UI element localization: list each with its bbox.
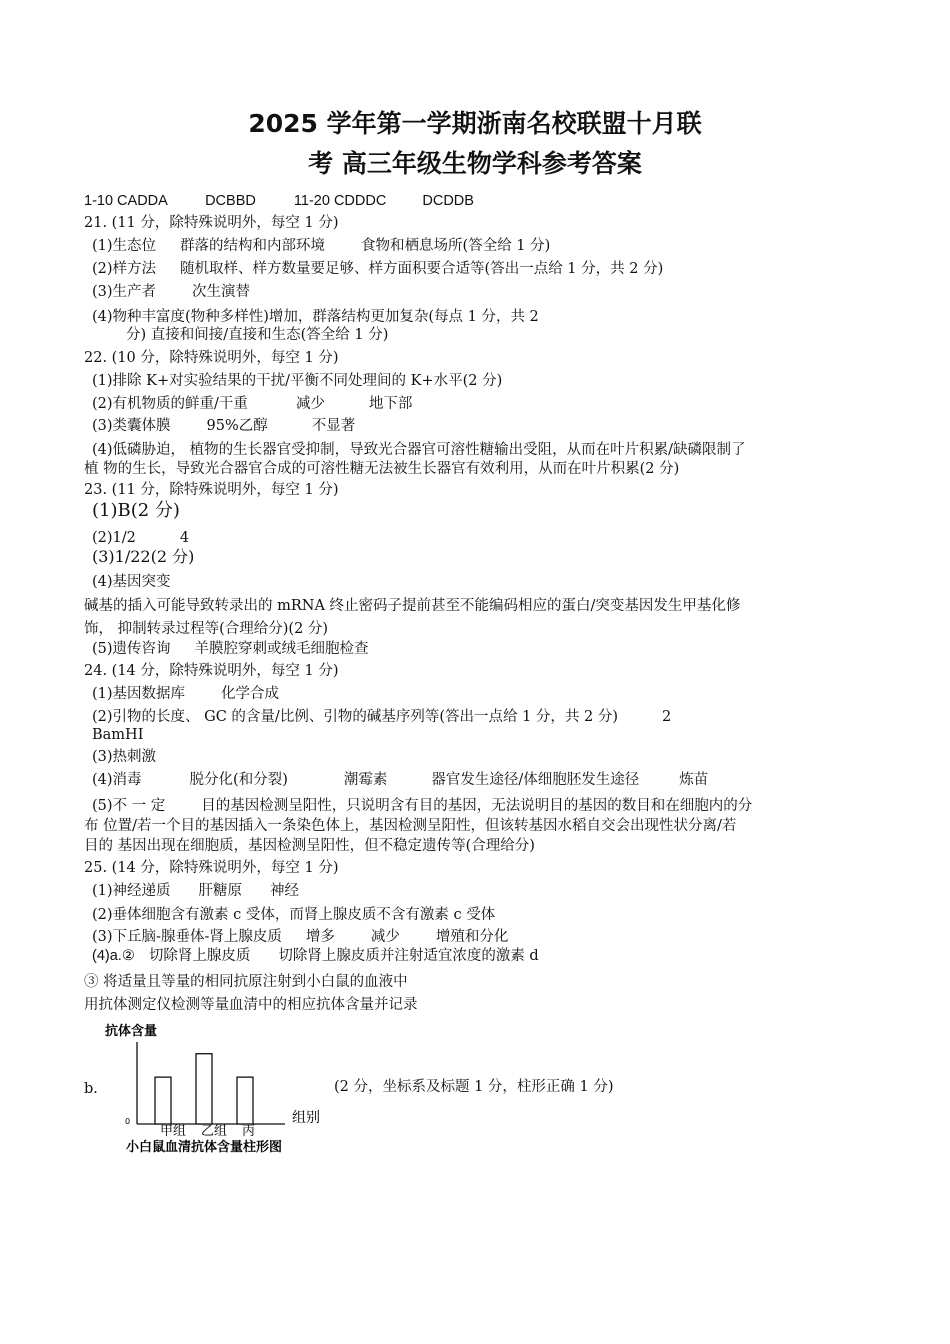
q22-a2: (2)有机物质的鲜重/干重 xyxy=(92,396,248,412)
q22-answer-4-cont: 植 物的生长，导致光合器官合成的可溶性糖无法被生长器官有效利用，从而在叶片积累(2 分) xyxy=(84,461,680,477)
q24-a4b: 脱分化(和分裂) xyxy=(189,772,288,788)
q21-header: 21. (11 分，除特殊说明外，每空 1 分) xyxy=(84,215,339,231)
q25-answer-6: 用抗体测定仪检测等量血清中的相应抗体含量并记录 xyxy=(84,997,418,1013)
q22-a2b: 减少 xyxy=(295,396,325,412)
q23-answer-1: (1)B(2 分) xyxy=(92,500,180,521)
q24-answer-2-enzyme: BamHI xyxy=(92,727,144,743)
q25-a3: (3)下丘脑-腺垂体-肾上腺皮质 xyxy=(92,929,282,945)
q25-a3c: 减少 xyxy=(370,929,400,945)
q21-answer-3 xyxy=(92,283,250,301)
q24-a4c: 潮霉素 xyxy=(343,772,388,788)
q25-a1: (1)神经递质 xyxy=(92,883,171,899)
mcq-part1: 1-10 CADDA xyxy=(84,193,168,209)
q24-answer-4 xyxy=(92,771,708,789)
q25-a3d: 增殖和分化 xyxy=(435,929,509,945)
q21-a3: (3)生产者 xyxy=(92,284,157,300)
mcq-part4: DCDDB xyxy=(422,193,474,209)
q22-answer-3 xyxy=(92,417,355,435)
chart-bar-1 xyxy=(155,1077,171,1124)
chart-title: 小白鼠血清抗体含量柱形图 xyxy=(126,1140,283,1155)
q24-answer-2 xyxy=(92,708,671,726)
page-title-line2: 考 高三年级生物学科参考答案 xyxy=(308,149,642,178)
q25-answer-5: ③ 将适量且等量的相同抗原注射到小白鼠的血液中 xyxy=(84,974,408,990)
q22-a3b: 95%乙醇 xyxy=(206,418,268,434)
q25-a4: (4)a.② xyxy=(92,948,135,964)
q24-a1b: 化学合成 xyxy=(221,686,280,702)
q22-a3c: 不显著 xyxy=(311,418,356,434)
q25-a1c: 神经 xyxy=(270,883,300,899)
q24-answer-5-cont1: 布 位置/若一个目的基因插入一条染色体上，基因检测呈阳性，但该转基因水稻自交会出现性状分离/若 xyxy=(84,818,737,834)
chart-bar-3 xyxy=(237,1077,253,1124)
q24-header: 24. (14 分，除特殊说明外，每空 1 分) xyxy=(84,663,339,679)
q25-a3b: 增多 xyxy=(305,929,335,945)
q21-a2: (2)样方法 xyxy=(92,261,157,277)
q23-a5b: 羊膜腔穿刺或绒毛细胞检查 xyxy=(194,641,369,657)
q23-a5: (5)遗传咨询 xyxy=(92,641,171,657)
q22-answer-4: (4)低磷胁迫， 植物的生长器官受抑制，导致光合器官可溶性糖输出受阻，从而在叶片积累/缺磷限制了 xyxy=(92,442,746,458)
q24-a4: (4)消毒 xyxy=(92,772,142,788)
chart-category-labels xyxy=(160,1124,255,1139)
q21-a1b: 群落的结构和内部环境 xyxy=(180,238,326,254)
q24-a1: (1)基因数据库 xyxy=(92,686,186,702)
q21-answer-1 xyxy=(92,237,550,255)
q22-header: 22. (10 分，除特殊说明外，每空 1 分) xyxy=(84,350,339,366)
q21-a1: (1)生态位 xyxy=(92,238,157,254)
q21-answer-4: (4)物种丰富度(物种多样性)增加，群落结构更加复杂(每点 1 分，共 2 xyxy=(92,309,539,325)
q23-header: 23. (11 分，除特殊说明外，每空 1 分) xyxy=(84,482,339,498)
q21-a2b: 随机取样、样方数量要足够、样方面积要合适等(答出一点给 1 分，共 2 分) xyxy=(180,261,664,277)
q23-answer-4-detail: 碱基的插入可能导致转录出的 mRNA 终止密码子提前甚至不能编码相应的蛋白/突变基因发生甲基化修 xyxy=(84,598,741,614)
q25-header: 25. (14 分，除特殊说明外，每空 1 分) xyxy=(84,860,339,876)
q25-answer-1 xyxy=(92,882,299,900)
q25-part-b-label: b. xyxy=(84,1081,98,1097)
q23-a2b: 4 xyxy=(179,530,190,546)
mcq-part2: DCBBD xyxy=(205,193,256,209)
q25-part-b-note: (2 分，坐标系及标题 1 分，柱形正确 1 分) xyxy=(334,1079,614,1095)
q25-answer-2: (2)垂体细胞含有激素 c 受体，而肾上腺皮质不含有激素 c 受体 xyxy=(92,907,496,923)
q22-a2c: 地下部 xyxy=(368,396,413,412)
q24-a2b: 2 xyxy=(662,709,672,725)
q24-a5b: 目的基因检测呈阳性，只说明含有目的基因，无法说明目的基因的数目和在细胞内的分 xyxy=(201,798,753,814)
chart-xlabel: 组别 xyxy=(292,1110,320,1126)
chart-bars xyxy=(155,1054,253,1124)
chart-ylabel: 抗体含量 xyxy=(105,1024,158,1039)
q23-answer-2 xyxy=(92,529,189,547)
chart-category-label-1: 甲组 xyxy=(160,1124,187,1139)
mcq-answers xyxy=(84,192,474,210)
q23-answer-5 xyxy=(92,640,369,658)
chart-bar-2 xyxy=(196,1054,212,1124)
q25-a4b: 切除肾上腺皮质 xyxy=(148,948,251,964)
q21-a3b: 次生演替 xyxy=(192,284,251,300)
q22-answer-1: (1)排除 K+对实验结果的干扰/平衡不同处理间的 K+水平(2 分) xyxy=(92,373,503,389)
q25-a1b: 肝糖原 xyxy=(198,883,243,899)
q24-answer-5 xyxy=(92,797,752,815)
q24-answer-1 xyxy=(92,685,279,703)
mcq-part3: 11-20 CDDDC xyxy=(293,193,387,209)
q24-a4d: 器官发生途径/体细胞胚发生途径 xyxy=(431,772,640,788)
chart-origin-label: 0 xyxy=(125,1117,131,1126)
q23-answer-4: (4)基因突变 xyxy=(92,574,171,590)
q23-answer-4-detail-cont: 饰， 抑制转录过程等(合理给分)(2 分) xyxy=(84,621,329,637)
page-title-line1: 2025 学年第一学期浙南名校联盟十月联 xyxy=(248,109,702,138)
q23-a2: (2)1/2 xyxy=(92,530,136,546)
chart-category-label-3: 丙 xyxy=(242,1124,256,1139)
q21-answer-4-cont: 分) 直接和间接/直接和生态(答全给 1 分) xyxy=(126,327,389,343)
q22-answer-2 xyxy=(92,395,412,413)
q25-a4c: 切除肾上腺皮质并注射适宜浓度的激素 d xyxy=(278,948,539,964)
chart-category-label-2: 乙组 xyxy=(201,1124,228,1139)
q25-answer-3 xyxy=(92,928,508,946)
q22-a3: (3)类囊体膜 xyxy=(92,418,171,434)
q25-answer-4 xyxy=(92,947,539,965)
q24-answer-3: (3)热刺激 xyxy=(92,749,157,765)
q24-answer-5-cont2: 目的 基因出现在细胞质，基因检测呈阳性，但不稳定遗传等(合理给分) xyxy=(84,838,535,854)
antibody-bar-chart xyxy=(100,1018,340,1160)
q21-answer-2 xyxy=(92,260,663,278)
q24-a4e: 炼苗 xyxy=(679,772,709,788)
q23-answer-3: (3)1/22(2 分) xyxy=(92,547,195,566)
q21-a1c: 食物和栖息场所(答全给 1 分) xyxy=(361,238,551,254)
q24-a2: (2)引物的长度、 GC 的含量/比例、引物的碱基序列等(答出一点给 1 分，共 2 分) xyxy=(92,709,619,725)
q24-a5: (5)不 一 定 xyxy=(92,798,166,814)
